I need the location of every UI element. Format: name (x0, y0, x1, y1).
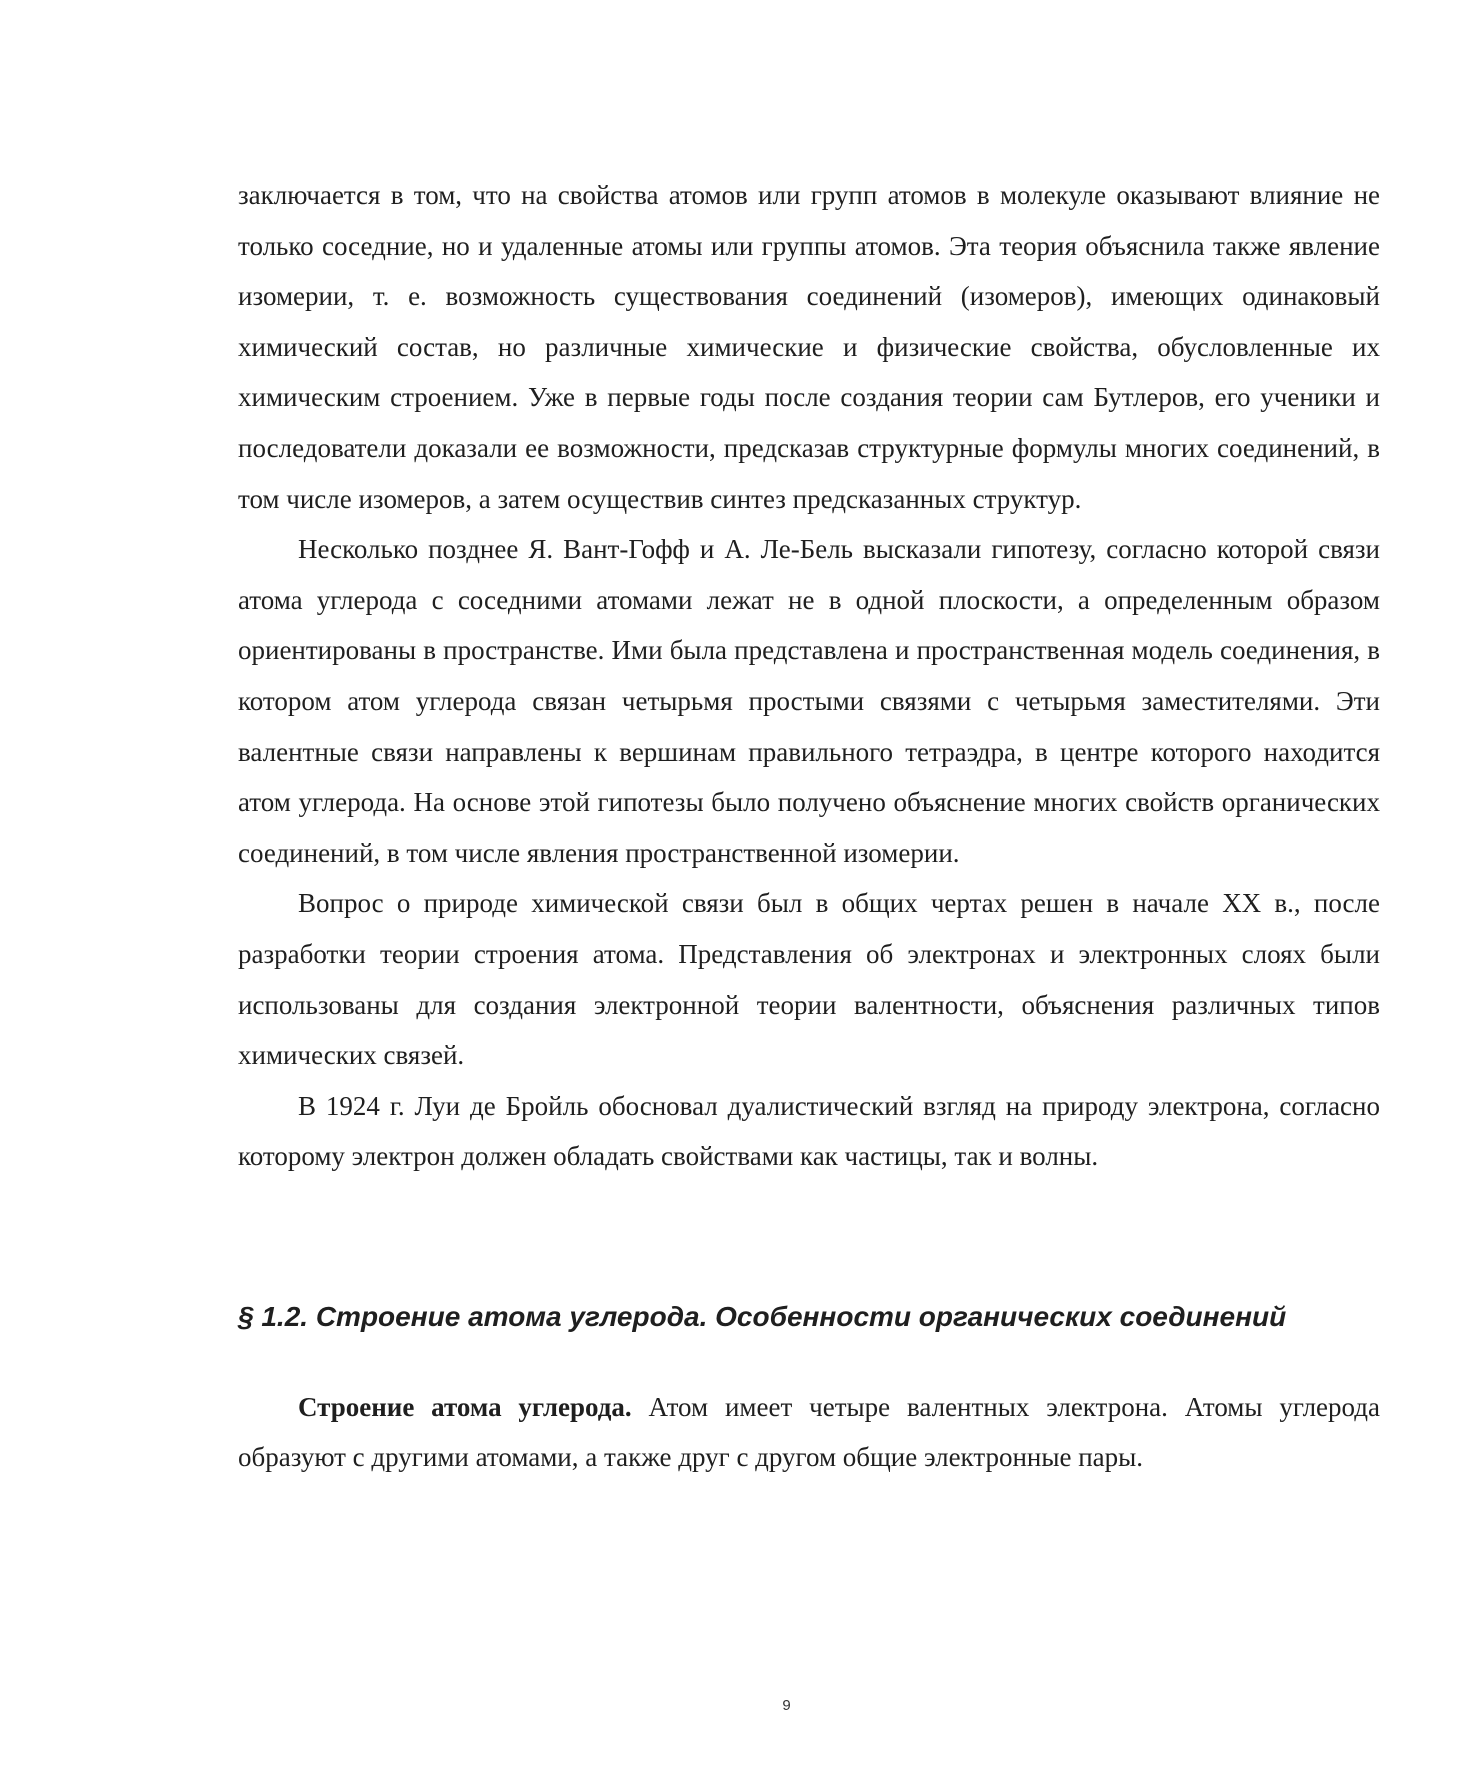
paragraph-continuation: заключается в том, что на свойства атомов или групп атомов в молекуле оказывают влияние не только соседние, но и удаленные атомы или группы атомов. Эта теория объяснила также явление изомерии, т. е. возможность существования соединений (изомеров), имеющих одинаковый химический состав, но различные химические и физические свойства, обусловленные их химическим строением. Уже в первые годы после создания теории сам Бутлеров, его ученики и последователи доказали ее возможности, предсказав структурные формулы многих соединений, в том числе изомеров, а затем осуществив синтез предсказанных структур. (238, 180, 1380, 514)
page-number: 9 (782, 1697, 791, 1714)
paragraph-chemical-bond: Вопрос о природе химической связи был в общих чертах решен в начале XX в., после разработки теории строения атома. Представления об электронах и электронных слоях были использованы для создания электронной теории валентности, объяснения различных типов химических связей. (238, 888, 1380, 1071)
section-heading: § 1.2. Строение атома углерода. Особенности органических соединений (238, 1300, 1287, 1332)
page-body (238, 170, 1380, 1483)
paragraph-lead-bold: Строение атома углерода. (298, 1391, 632, 1422)
paragraph-de-broglie: В 1924 г. Луи де Бройль обосновал дуалистический взгляд на природу электрона, согласно которому электрон должен обладать свойствами как частицы, так и волны. (238, 1090, 1380, 1172)
paragraph-lead-text: Атом имеет четыре валентных электрона. Атомы углерода образуют с другими атомами, а также друг с другом общие электронные пары. (238, 1391, 1380, 1473)
paragraph-vant-hoff: Несколько позднее Я. Вант-Гофф и А. Ле-Бель высказали гипотезу, согласно которой связи атома углерода с соседними атомами лежат не в одной плоскости, а определенным образом ориентированы в пространстве. Ими была представлена и пространственная модель соединения, в котором атом углерода связан четырьмя простыми связями с четырьмя заместителями. Эти валентные связи направлены к вершинам правильного тетраэдра, в центре которого находится атом углерода. На основе этой гипотезы было получено объяснение многих свойств органических соединений, в том числе явления пространственной изомерии. (238, 534, 1380, 868)
paragraph-carbon-structure (238, 1382, 1380, 1483)
